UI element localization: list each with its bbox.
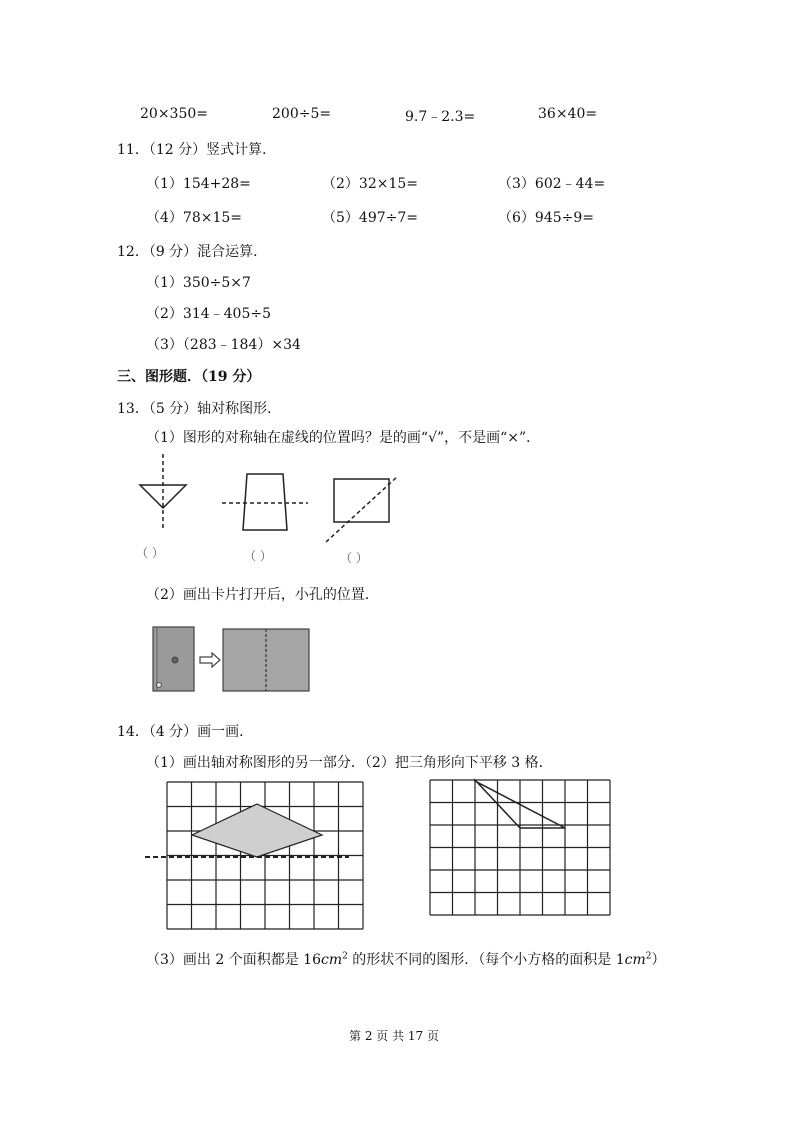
page-footer: 第 2 页 共 17 页 [349,1029,439,1043]
unit-sup-2: 2 [645,951,652,962]
q11-item-4: （4）78×15= [146,210,242,226]
q11-item-2: （2）32×15= [322,176,418,192]
calc-item-1: 20×350= [140,106,208,122]
q11-item-3: （3）602﹣44= [498,176,606,192]
section-3-heading: 三、图形题．（19 分） [117,369,261,385]
unit-cm-2: cm [624,952,646,968]
q11-item-6: （6）945÷9= [498,210,594,226]
grid-translation [430,778,612,932]
unit-cm: cm [320,952,343,968]
unit-sup: 2 [342,951,348,962]
card-figure [150,622,315,697]
right-arrow-icon [200,653,220,667]
answer-blank-2[interactable]: （ ） [244,549,272,563]
rectangle-axis-dashed [326,476,398,542]
q12-item-1: （1）350÷5×7 [146,275,251,291]
calc-item-2: 200÷5= [272,106,332,122]
trapezoid-shape [243,474,287,530]
q14-sub3-part-c: ） [651,952,666,968]
q13-sub2: （2）画出卡片打开后，小孔的位置． [146,587,379,603]
triangle-figure [135,454,195,534]
trapezoid-figure [220,470,310,540]
q14-sub12: （1）画出轴对称图形的另一部分．（2）把三角形向下平移 3 格． [146,755,553,771]
q12-heading: 12．（9 分）混合运算． [117,244,268,260]
q13-heading: 13．（5 分）轴对称图形． [117,401,282,417]
rectangle-shape [334,479,389,522]
rectangle-figure [324,474,404,546]
answer-blank-1[interactable]: （ ） [136,546,164,560]
card-hole [172,657,178,663]
q12-item-2: （2）314﹣405÷5 [146,306,271,322]
q11-heading: 11．（12 分）竖式计算． [117,142,277,158]
q14-sub3-part-b: 的形状不同的图形．（每个小方格的面积是 1 [347,952,625,968]
q14-sub3-part-a: （3）画出 2 个面积都是 16 [146,952,321,968]
q11-item-5: （5）497÷7= [322,210,418,226]
grid-symmetry [145,782,350,937]
card-corner-hole [157,683,162,688]
q14-sub3 [146,949,666,969]
calc-item-4: 36×40= [538,106,598,122]
q11-item-1: （1）154+28= [146,176,251,192]
q14-heading: 14．（4 分）画一画． [117,724,254,740]
q13-sub1: （1）图形的对称轴在虚线的位置吗？是的画“√”，不是画“×”． [146,430,541,446]
answer-blank-3[interactable]: （ ） [340,551,368,565]
calc-item-3: 9.7﹣2.3= [405,109,476,125]
shaded-half-diamond [192,804,322,857]
q12-item-3: （3）（283﹣184）×34 [146,337,301,353]
